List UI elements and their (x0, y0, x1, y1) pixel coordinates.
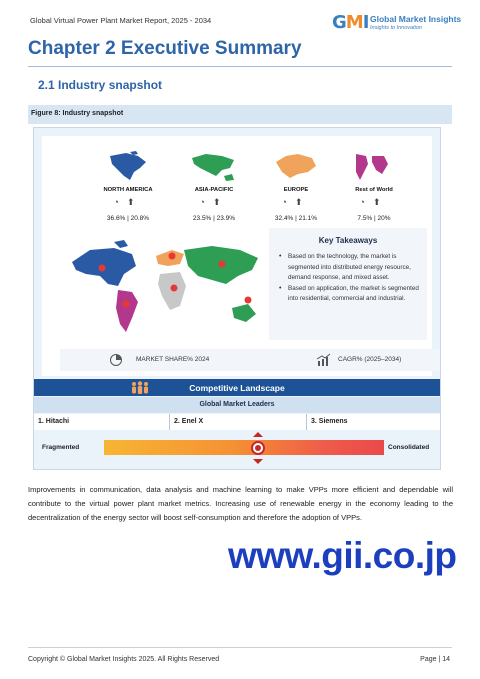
chapter-title: Chapter 2 Executive Summary (28, 38, 302, 59)
region-name: NORTH AMERICA (103, 187, 153, 193)
region-indicator-icons: ◔⬆ (113, 197, 143, 207)
region-rest-of-world (338, 150, 410, 230)
footer-divider (28, 647, 452, 648)
key-takeaways-list (279, 252, 421, 305)
fragmented-label: Fragmented (42, 444, 80, 451)
chapter-divider (28, 66, 452, 67)
market-concentration-scale (34, 431, 440, 470)
region-values: 7.5% | 20% (357, 215, 391, 222)
logo-tagline: Insights to Innovation (370, 25, 422, 31)
industry-snapshot-infographic (33, 127, 441, 470)
north-america-map-icon (100, 150, 156, 184)
region-indicator-icons: ◔⬆ (281, 197, 311, 207)
page-number: Page | 14 (420, 656, 450, 663)
region-name: ASIA-PACIFIC (194, 187, 234, 193)
concentration-marker-icon (251, 432, 265, 464)
region-north-america (92, 150, 164, 230)
figure-label: Figure 8: Industry snapshot (31, 110, 124, 117)
region-asia-pacific (178, 150, 250, 230)
market-share-label: MARKET SHARE% 2024 (136, 356, 210, 363)
leader-name: 3. Siemens (311, 418, 348, 425)
region-europe (260, 150, 332, 230)
consolidated-label: Consolidated (388, 444, 430, 451)
summary-paragraph: Improvements in communication, data analysis and machine learning to make VPPs more efficient and dependable will contribute to the virtual power plant market metrics. Increasing use of renewable energy in the economy leading to the decentralization of the energy sector will boost self-consumption and therefore the adoption of VPPs. (28, 485, 453, 522)
concentration-gradient-bar (104, 440, 384, 455)
takeaway-item: • Based on the technology, the market is segmented into distributed energy resource, demand response, and mixed asset. (279, 252, 421, 284)
leader-cell (307, 414, 440, 430)
leader-name: 1. Hitachi (38, 418, 70, 425)
region-indicator-icons: ◔⬆ (199, 197, 229, 207)
key-takeaways-title: Key Takeaways (318, 236, 378, 245)
metrics-legend-bar (60, 349, 440, 371)
growth-chart-icon (316, 353, 332, 367)
rest-of-world-map-icon (346, 150, 402, 184)
region-values: 23.5% | 23.9% (192, 215, 236, 222)
leader-cell (170, 414, 307, 430)
region-indicator-icons: ◔⬆ (359, 197, 389, 207)
region-values: 32.4% | 21.1% (274, 215, 318, 222)
leader-name: 2. Enel X (174, 418, 204, 425)
logo-mark: GMI (332, 12, 369, 33)
competitive-landscape-title: Competitive Landscape (189, 383, 285, 393)
report-title: Global Virtual Power Plant Market Report, 2025 - 2034 (30, 16, 212, 25)
pie-chart-icon (108, 353, 124, 367)
global-market-leaders-bar (34, 397, 440, 413)
world-map-illustration (62, 234, 292, 344)
key-takeaways-box (269, 228, 427, 340)
competitive-landscape-bar (34, 379, 440, 396)
asia-pacific-map-icon (186, 150, 242, 184)
market-leaders-row (34, 414, 440, 430)
watermark-url: www.gii.co.jp (228, 535, 457, 576)
snapshot-panel (42, 136, 432, 376)
cagr-label: CAGR% (2025–2034) (338, 356, 402, 363)
global-market-leaders-title: Global Market Leaders (199, 401, 275, 408)
region-name: EUROPE (283, 187, 309, 193)
logo-name: Global Market Insights (370, 14, 462, 24)
gmi-logo (332, 12, 462, 38)
section-title: 2.1 Industry snapshot (38, 78, 163, 92)
leader-cell (34, 414, 170, 430)
figure-caption-bar (28, 105, 452, 124)
copyright-text: Copyright © Global Market Insights 2025. All Rights Reserved (28, 656, 220, 663)
region-name: Rest of World (355, 187, 393, 193)
page-header (0, 0, 480, 36)
europe-map-icon (268, 150, 324, 184)
takeaway-item: • Based on application, the market is segmented into residential, commercial and industrial. (279, 284, 421, 305)
region-values: 36.6% | 20.8% (106, 215, 150, 222)
